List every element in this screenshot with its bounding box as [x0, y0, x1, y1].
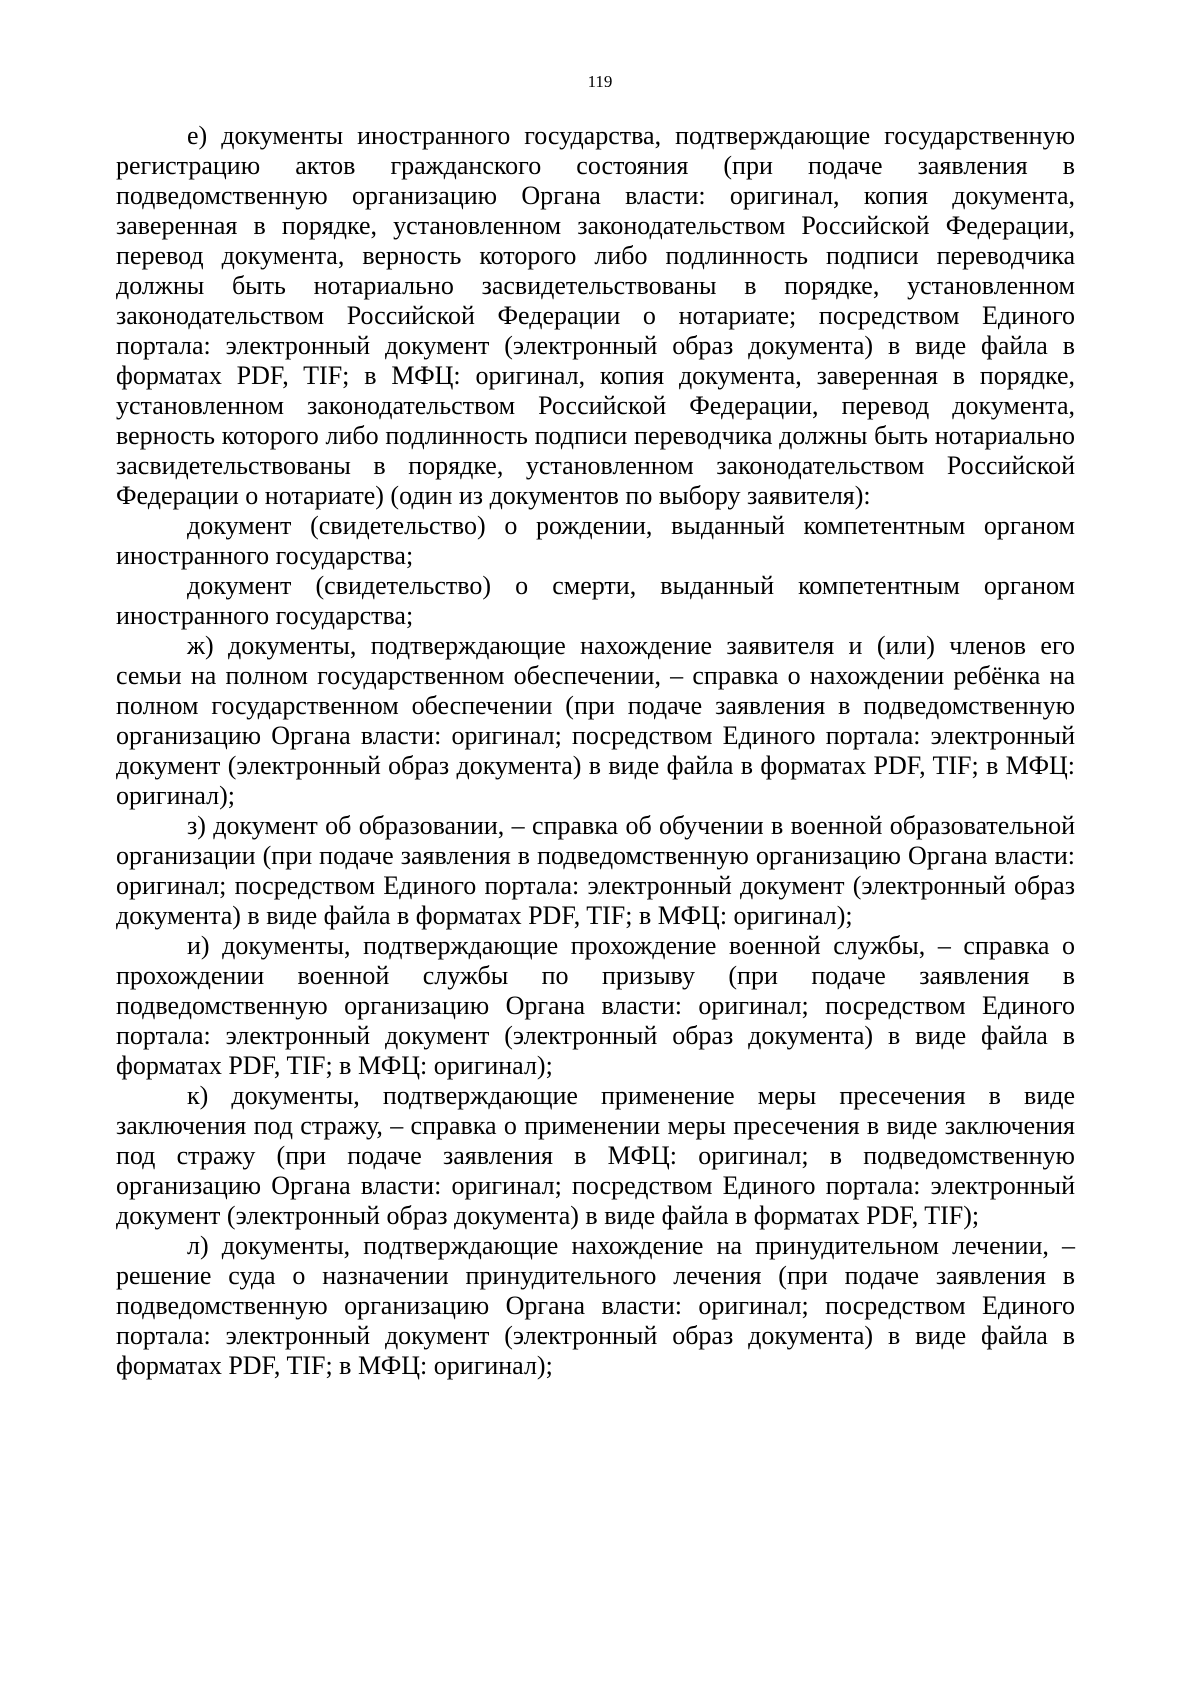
page-number: 119	[587, 72, 613, 91]
document-body	[116, 121, 1075, 1381]
paragraph-z-education: з) документ об образовании, – справка об обучении в военной образовательной организации (при подаче заявления в подведомственную организацию Органа власти: оригинал; посредством Единого портала: электронный документ (электронный образ документа) в виде файла в форматах PDF, TIF; в МФЦ: оригинал);	[116, 811, 1075, 930]
paragraph-birth-certificate: документ (свидетельство) о рождении, выданный компетентным органом иностранного государства;	[116, 511, 1075, 570]
paragraph-death-certificate: документ (свидетельство) о смерти, выданный компетентным органом иностранного государства;	[116, 571, 1075, 630]
paragraph-i-military-service: и) документы, подтверждающие прохождение военной службы, – справка о прохождении военной службы по призыву (при подаче заявления в подведомственную организацию Органа власти: оригинал; посредством Единого портала: электронный документ (электронный образ документа) в виде файла в форматах PDF, TIF; в МФЦ: оригинал);	[116, 931, 1075, 1080]
paragraph-k-detention: к) документы, подтверждающие применение меры пресечения в виде заключения под стражу, – справка о применении меры пресечения в виде заключения под стражу (при подаче заявления в МФЦ: оригинал; в подведомственную организацию Органа власти: оригинал; посредством Единого портала: электронный документ (электронный образ документа) в виде файла в форматах PDF, TIF);	[116, 1081, 1075, 1230]
paragraph-zh-state-support: ж) документы, подтверждающие нахождение заявителя и (или) членов его семьи на полном государственном обеспечении, – справка о нахождении ребёнка на полном государственном обеспечении (при подаче заявления в подведомственную организацию Органа власти: оригинал; посредством Единого портала: электронный документ (электронный образ документа) в виде файла в форматах PDF, TIF; в МФЦ: оригинал);	[116, 631, 1075, 810]
paragraph-l-compulsory-treatment: л) документы, подтверждающие нахождение на принудительном лечении, – решение суда о назначении принудительного лечения (при подаче заявления в подведомственную организацию Органа власти: оригинал; посредством Единого портала: электронный документ (электронный образ документа) в виде файла в форматах PDF, TIF; в МФЦ: оригинал);	[116, 1231, 1075, 1380]
paragraph-e-foreign-documents: е) документы иностранного государства, подтверждающие государственную регистрацию актов гражданского состояния (при подаче заявления в подведомственную организацию Органа власти: оригинал, копия документа, заверенная в порядке, установленном законодательством Российской Федерации, перевод документа, верность которого либо подлинность подписи переводчика должны быть нотариально засвидетельствованы в порядке, установленном законодательством Российской Федерации о нотариате; посредством Единого портала: электронный документ (электронный образ документа) в виде файла в форматах PDF, TIF; в МФЦ: оригинал, копия документа, заверенная в порядке, установленном законодательством Российской Федерации, перевод документа, верность которого либо подлинность подписи переводчика должны быть нотариально засвидетельствованы в порядке, установленном законодательством Российской Федерации о нотариате) (один из документов по выбору заявителя):	[116, 121, 1075, 510]
